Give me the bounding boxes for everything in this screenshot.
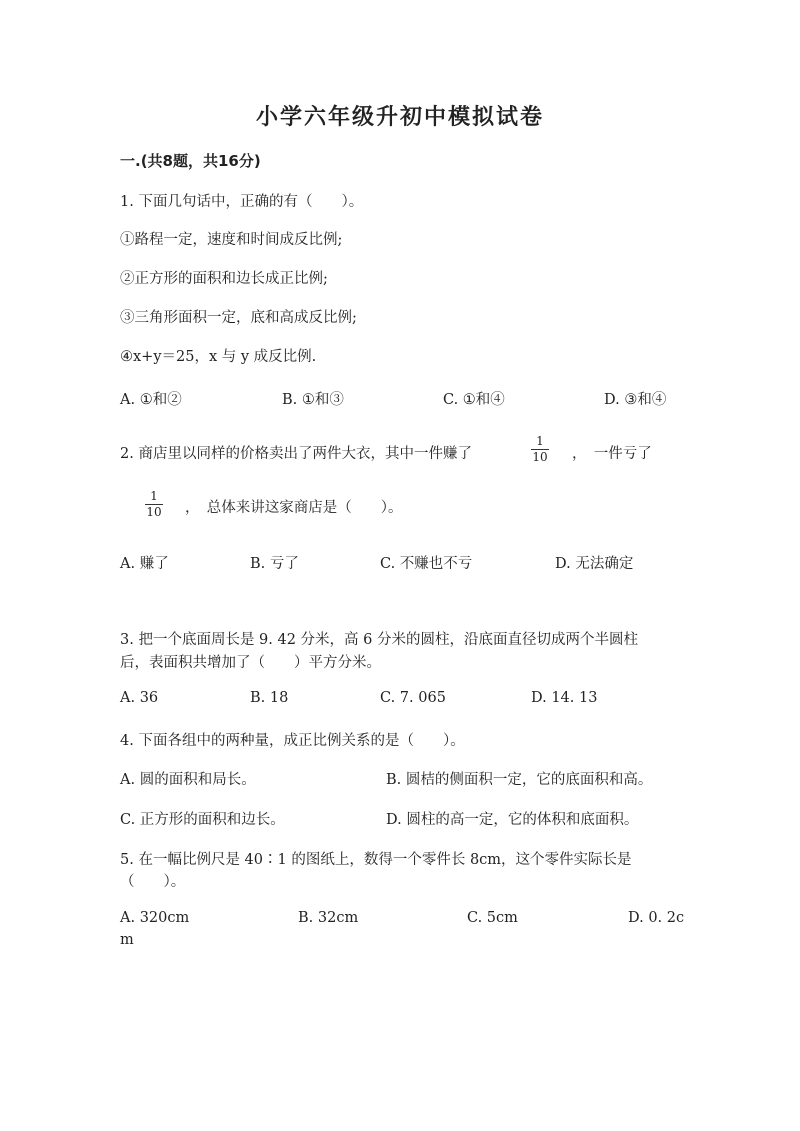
q2-fraction-2-numerator: 1 [150,489,158,503]
q2-option-d[interactable]: D. 无法确定 [555,556,634,572]
q2-fraction-2-denominator: 10 [146,505,162,519]
q2-option-b[interactable]: B. 亏了 [250,556,299,572]
q5-option-d-wrap: m [120,932,134,948]
q4-option-b[interactable]: B. 圆桔的侧面积一定，它的底面积和高。 [386,772,653,788]
q5-stem-line2: （ ）。 [120,874,186,890]
q4-stem: 4. 下面各组中的两种量，成正比例关系的是（ ）。 [120,733,465,749]
q3-option-a[interactable]: A. 36 [120,690,159,706]
q1-option-a[interactable]: A. ①和② [120,392,182,408]
q1-option-c[interactable]: C. ①和④ [443,392,505,408]
q2-option-c[interactable]: C. 不赚也不亏 [380,556,473,572]
q4-option-d[interactable]: D. 圆柱的高一定，它的体积和底面积。 [386,812,639,828]
q2-fraction-2 [145,490,163,519]
q1-statement-4: ④x+y＝25，x 与 y 成反比例. [120,349,317,365]
section-heading: 一.(共8题，共16分) [120,152,261,170]
q2-stem-part3: ， 总体来讲这家商店是（ ）。 [185,500,403,516]
q1-stem: 1. 下面几句话中，正确的有（ ）。 [120,194,364,210]
q1-statement-3: ③三角形面积一定，底和高成反比例; [120,310,357,326]
q2-option-a[interactable]: A. 赚了 [120,556,169,572]
q1-option-b[interactable]: B. ①和③ [282,392,344,408]
q3-option-d[interactable]: D. 14. 13 [531,690,598,706]
q4-option-a[interactable]: A. 圆的面积和局长。 [120,772,256,788]
q5-option-b[interactable]: B. 32cm [298,910,359,926]
page-title: 小学六年级升初中模拟试卷 [255,105,544,130]
q1-statement-2: ②正方形的面积和边长成正比例; [120,271,328,287]
q2-fraction-1 [531,435,549,464]
q2-fraction-1-numerator: 1 [536,434,544,448]
q1-option-d[interactable]: D. ③和④ [604,392,667,408]
q3-option-c[interactable]: C. 7. 065 [380,690,446,706]
q5-option-a[interactable]: A. 320cm [120,910,190,926]
q5-option-d[interactable]: D. 0. 2c [628,910,685,926]
q2-stem-part2: ， 一件亏了 [572,446,652,462]
q2-fraction-1-denominator: 10 [532,450,548,464]
q2-stem-part1: 2. 商店里以同样的价格卖出了两件大衣，其中一件赚了 [120,446,472,462]
q1-statement-1: ①路程一定，速度和时间成反比例; [120,232,343,248]
q3-stem-line1: 3. 把一个底面周长是 9. 42 分米，高 6 分米的圆柱，沿底面直径切成两个半圆柱 [120,632,638,648]
q3-stem-line2: 后，表面积共增加了（ ）平方分米。 [120,655,381,671]
q5-option-c[interactable]: C. 5cm [467,910,518,926]
q5-stem-line1: 5. 在一幅比例尺是 40∶1 的图纸上，数得一个零件长 8cm，这个零件实际长是 [120,852,632,868]
q3-option-b[interactable]: B. 18 [250,690,289,706]
q4-option-c[interactable]: C. 正方形的面积和边长。 [120,812,285,828]
